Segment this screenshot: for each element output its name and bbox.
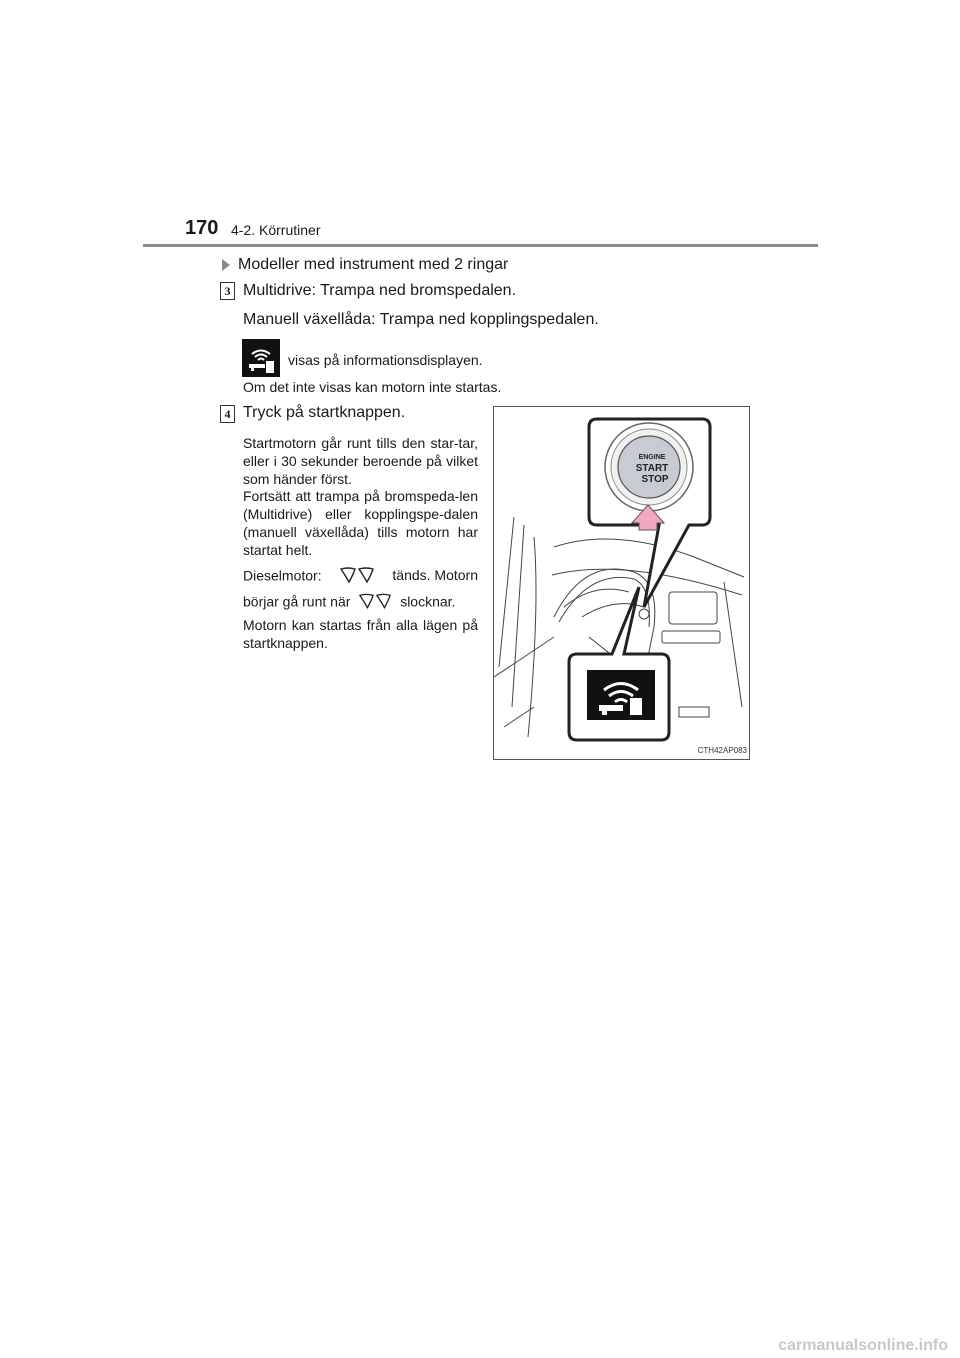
section-title: 4-2. Körrutiner bbox=[231, 222, 321, 238]
dashboard-drawing bbox=[494, 407, 750, 760]
button-label-stop: STOP bbox=[641, 474, 669, 485]
triangle-bullet-icon bbox=[222, 259, 230, 271]
button-label-engine: ENGINE bbox=[638, 454, 666, 461]
step-4-para4: Motorn kan startas från alla lägen på startknappen. bbox=[243, 617, 478, 651]
diesel-line2 bbox=[243, 592, 455, 614]
smart-key-indicator-icon bbox=[242, 339, 280, 377]
step-4-badge: 4 bbox=[220, 405, 235, 423]
diesel-text3: slocknar. bbox=[400, 593, 456, 610]
diesel-text1: tänds. Motorn bbox=[392, 567, 478, 583]
header-divider bbox=[143, 244, 818, 247]
model-bullet-text: Modeller med instrument med 2 ringar bbox=[238, 256, 509, 273]
step-3-line2: Manuell växellåda: Trampa ned kopplingspedalen. bbox=[243, 311, 599, 328]
button-label-start: START bbox=[635, 463, 669, 474]
diesel-line1 bbox=[243, 566, 478, 588]
figure-code: CTH42AP083 bbox=[697, 746, 747, 755]
glow-plug-icon bbox=[339, 566, 379, 588]
step-3-line1: Multidrive: Trampa ned bromspedalen. bbox=[243, 282, 517, 299]
step-3-badge: 3 bbox=[220, 282, 235, 300]
glow-plug-icon-2 bbox=[358, 592, 392, 614]
watermark[interactable]: carmanualsonline.info bbox=[778, 1337, 948, 1354]
diesel-label: Dieselmotor: bbox=[243, 567, 322, 584]
diesel-text2: börjar gå runt när bbox=[243, 593, 351, 610]
step-3-note: Om det inte visas kan motorn inte startas. bbox=[243, 379, 502, 395]
step-4-title: Tryck på startknappen. bbox=[243, 404, 406, 421]
step-3-icon-text: visas på informationsdisplayen. bbox=[288, 352, 483, 368]
step-4-para2: Fortsätt att trampa på bromspeda-len (Multidrive) eller kopplingspe-dalen (manuell växellåda) tills motorn har startat helt. bbox=[243, 488, 478, 558]
step-4-para1: Startmotorn går runt tills den star-tar, eller i 30 sekunder beroende på vilket som händer först. bbox=[243, 435, 478, 487]
start-button-illustration bbox=[493, 406, 750, 760]
page-number: 170 bbox=[185, 217, 219, 239]
model-bullet bbox=[222, 256, 508, 274]
